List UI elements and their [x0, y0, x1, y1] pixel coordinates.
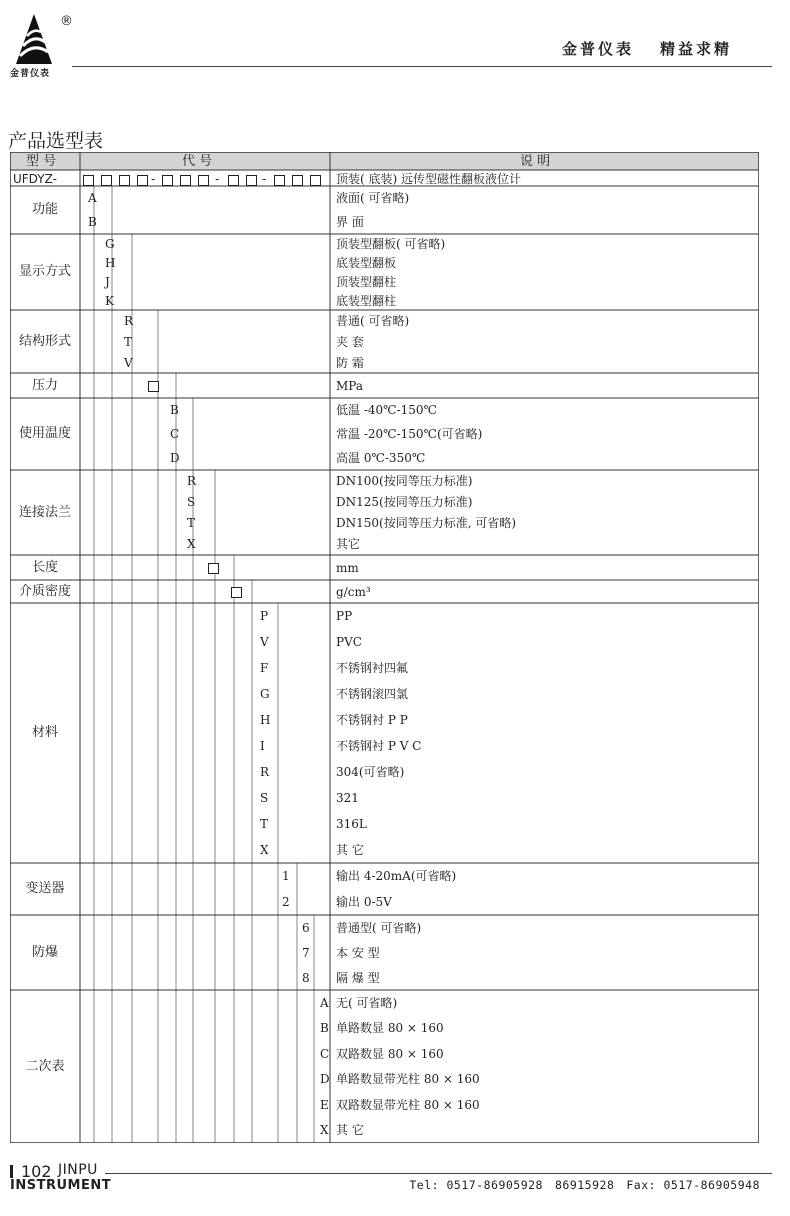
footer-brand: JINPU — [58, 1162, 98, 1178]
option-description: 防 霜 — [336, 355, 364, 370]
input-slot-box — [208, 563, 219, 574]
footer-brand-instrument: INSTRUMENT — [10, 1178, 112, 1193]
option-description: 输出 4-20mA(可省略) — [336, 869, 457, 883]
option-code: B — [320, 1021, 329, 1036]
option-description: 普通( 可省略) — [336, 313, 410, 328]
option-code: X — [320, 1123, 329, 1138]
option-code: 2 — [282, 895, 290, 909]
option-code: G — [260, 687, 270, 701]
option-description: 不锈钢衬四氟 — [336, 661, 409, 675]
option-code: E — [320, 1097, 329, 1112]
option-description: 其 它 — [336, 1123, 364, 1138]
contact-tel: Tel: 0517-86905928 — [409, 1178, 543, 1192]
code-slot-box — [274, 175, 285, 186]
header-slogan — [562, 38, 732, 59]
code-slot-box — [292, 175, 303, 186]
option-code: X — [260, 843, 269, 857]
option-description: 其它 — [336, 537, 361, 552]
option-code: 6 — [302, 920, 310, 935]
option-description: 夹 套 — [336, 334, 364, 349]
option-description: 不锈钢衬 P P — [336, 713, 408, 727]
option-description: 底装型翻柱 — [336, 293, 397, 308]
option-code: 1 — [282, 869, 290, 883]
option-code: F — [260, 661, 269, 675]
option-description: 其 它 — [336, 843, 364, 857]
group-label: 功能 — [31, 202, 58, 217]
slogan-motto: 精益求精 — [659, 40, 732, 58]
code-separator: - — [151, 172, 156, 186]
option-description: 常温 -20℃-150℃(可省略) — [336, 427, 483, 441]
option-description: 隔 爆 型 — [336, 970, 380, 985]
option-description: 低温 -40℃-150℃ — [336, 403, 437, 417]
option-code: T — [260, 817, 269, 831]
option-description: 无( 可省略) — [336, 995, 398, 1010]
selection-table — [10, 152, 759, 1143]
option-code: B — [170, 403, 179, 417]
group-label: 压力 — [31, 377, 58, 393]
option-description: PP — [336, 609, 353, 623]
option-code: I — [260, 739, 265, 753]
model-description: 顶装( 底装) 远传型磁性翻板液位计 — [336, 172, 521, 186]
group-label: 二次表 — [25, 1058, 65, 1074]
group-label: 材料 — [31, 725, 58, 740]
option-code: H — [105, 255, 116, 270]
option-code: C — [170, 427, 180, 441]
option-description: 界 面 — [336, 215, 364, 229]
option-description: g/cm³ — [336, 584, 371, 599]
option-description: 单路数显 80 × 160 — [336, 1021, 444, 1036]
option-description: 顶装型翻柱 — [336, 274, 397, 289]
option-code: R — [187, 473, 197, 488]
registered-mark: ® — [60, 14, 73, 29]
model-prefix: UFDYZ- — [13, 172, 57, 186]
option-description: 液面( 可省略) — [336, 191, 410, 205]
group-label: 变送器 — [25, 881, 65, 896]
code-slot-box — [162, 175, 173, 186]
option-code: S — [187, 494, 196, 509]
option-description: DN150(按同等压力标准, 可省略) — [336, 516, 517, 531]
code-slot-box — [119, 175, 130, 186]
contact-fax: Fax: 0517-86905948 — [626, 1178, 760, 1192]
option-description: 双路数显带光柱 80 × 160 — [336, 1097, 480, 1112]
option-code: S — [260, 791, 269, 805]
option-code: 7 — [302, 945, 310, 960]
option-code: A — [88, 191, 97, 205]
option-code: C — [320, 1046, 330, 1061]
header-code: 代 号 — [182, 154, 213, 169]
option-code: R — [260, 765, 270, 779]
option-code: V — [124, 355, 133, 370]
option-description: 单路数显带光柱 80 × 160 — [336, 1072, 480, 1087]
footer-divider — [105, 1173, 772, 1174]
option-description: MPa — [336, 378, 363, 393]
page-number: 102 — [10, 1162, 52, 1181]
group-label: 结构形式 — [18, 333, 71, 349]
code-slot-box — [83, 175, 94, 186]
slogan-company: 金普仪表 — [561, 40, 634, 58]
option-code: K — [105, 293, 114, 308]
option-description: mm — [336, 560, 359, 575]
option-code: T — [124, 334, 133, 349]
logo-text: 金普仪表 — [10, 69, 51, 79]
code-slot-box — [310, 175, 321, 186]
option-code: A — [320, 995, 329, 1010]
header-description: 说 明 — [520, 154, 551, 169]
contact-info — [409, 1178, 760, 1192]
group-label: 使用温度 — [18, 426, 71, 441]
input-slot-box — [231, 587, 242, 598]
option-description: 321 — [336, 791, 359, 805]
option-code: J — [105, 274, 110, 289]
header-divider — [72, 66, 772, 67]
code-slot-box — [180, 175, 191, 186]
option-description: DN125(按同等压力标准) — [336, 494, 473, 509]
input-slot-box — [148, 381, 159, 392]
header-background — [10, 152, 759, 170]
option-code: 8 — [302, 970, 310, 985]
option-description: 316L — [336, 817, 367, 831]
code-slot-box — [198, 175, 209, 186]
group-label: 防爆 — [31, 944, 58, 960]
contact-tel-2: 86915928 — [554, 1178, 615, 1192]
option-description: 顶装型翻板( 可省略) — [336, 236, 446, 251]
option-description: 高温 0℃-350℃ — [336, 451, 426, 465]
option-description: PVC — [336, 635, 362, 649]
option-description: 本 安 型 — [336, 945, 380, 960]
option-description: 输出 0-5V — [336, 895, 392, 909]
code-slot-box — [137, 175, 148, 186]
group-label: 显示方式 — [18, 264, 71, 279]
option-code: H — [260, 713, 271, 727]
option-description: 底装型翻板 — [336, 255, 397, 270]
code-slot-box — [228, 175, 239, 186]
option-description: 不锈钢滚四氯 — [336, 687, 409, 701]
option-description: 304(可省略) — [336, 765, 405, 779]
option-description: 不锈钢衬 P V C — [336, 739, 422, 753]
option-code: P — [260, 609, 269, 623]
code-slot-box — [246, 175, 257, 186]
code-separator: - — [215, 172, 220, 186]
option-description: DN100(按同等压力标准) — [336, 473, 473, 488]
option-code: R — [124, 313, 134, 328]
code-slot-box — [101, 175, 112, 186]
option-code: D — [320, 1072, 330, 1087]
group-label: 连接法兰 — [18, 504, 71, 520]
logo-emblem-icon — [10, 12, 58, 68]
code-separator: - — [262, 172, 267, 186]
option-code: B — [88, 215, 97, 229]
option-description: 普通型( 可省略) — [336, 920, 422, 935]
option-description: 双路数显 80 × 160 — [336, 1046, 444, 1061]
group-label: 长度 — [31, 559, 58, 575]
page-title: 产品选型表 — [8, 130, 104, 152]
option-code: G — [105, 236, 115, 251]
option-code: V — [260, 635, 269, 649]
option-code: X — [187, 537, 196, 552]
group-label: 介质密度 — [18, 583, 71, 599]
option-code: D — [170, 451, 180, 465]
header-model: 型 号 — [26, 154, 57, 169]
option-code: T — [187, 516, 196, 531]
